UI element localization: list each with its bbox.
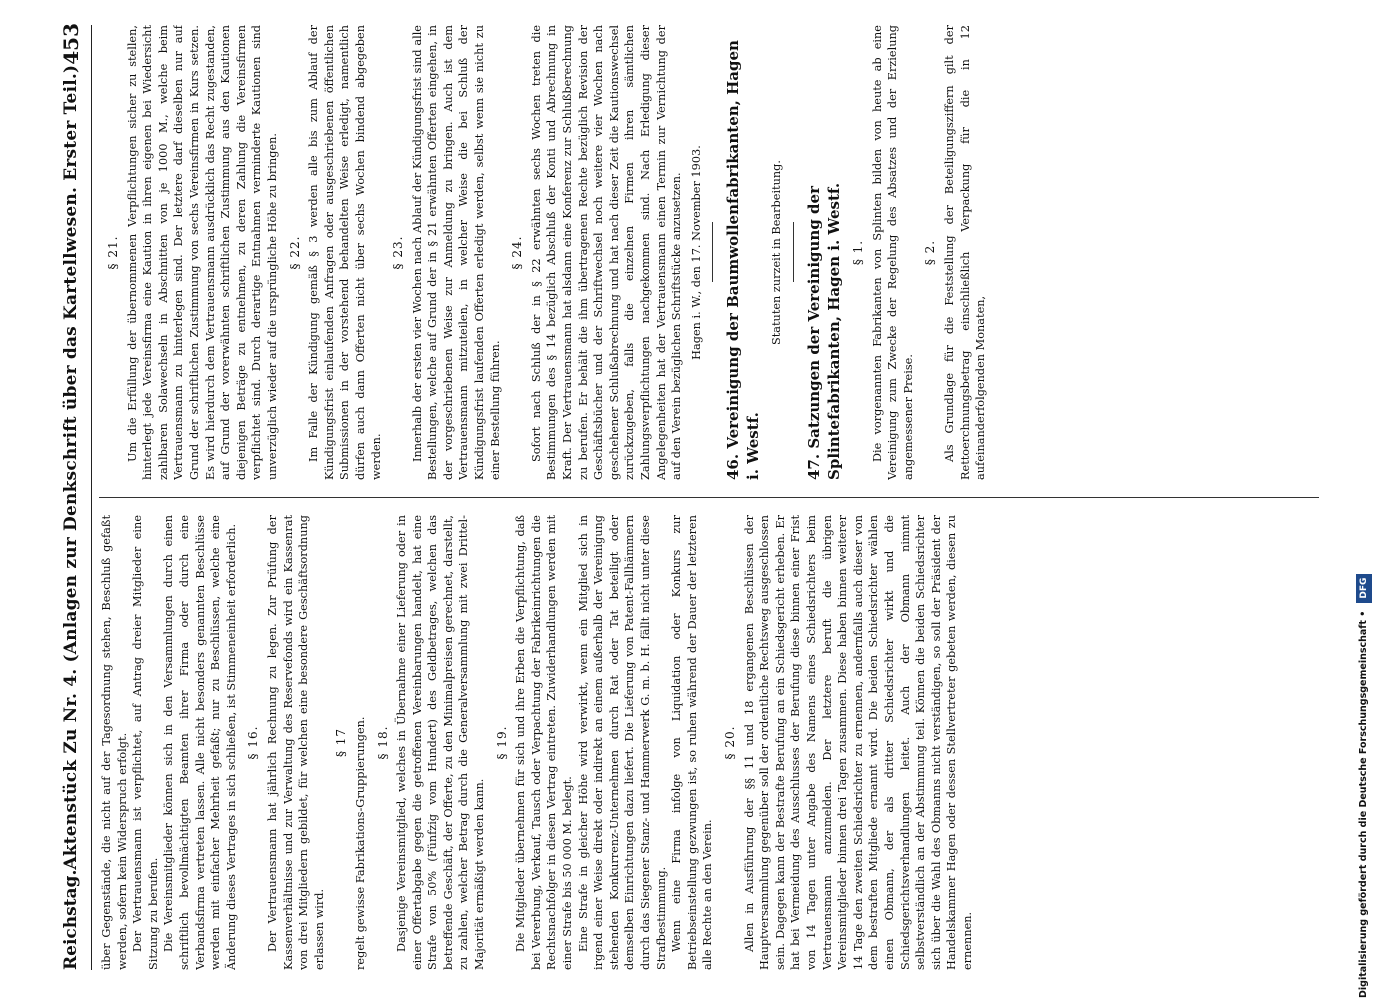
column-left bbox=[99, 515, 1319, 970]
paragraph: Allen in Ausführung der §§ 11 und 18 ergangenen Beschlüssen der Hauptversammlung gegenüber soll der ordentliche Rechtsweg ausgeschlossen sein. Dagegen kann der Bestrafte Berufung an ein Schiedsgericht erheben. Er hat bei Vermeidung des Ausschlusses der Berufung diese binnen einer Frist von 14 Tagen unter Angabe des Namens eines Schiedsrichters beim Vertrauensmann anzumelden. Der letztere beruft die übrigen Vereinsmitglieder binnen drei Tagen zusammen. Diese haben binnen weiterer 14 Tage den zweiten Schiedsrichter zu ernennen, andernfalls auch dieser von dem bestraften Mitgliede ernannt wird. Die beiden Schiedsrichter wählen einen Obmann, der als dritter Schiedsrichter wirkt und die Schiedsgerichtsverhandlungen leitet. Auch der Obmann nimmt selbstverständlich an der Abstimmung teil. Können die beiden Schiedsrichter sich über die Wahl des Obmanns nicht verständigen, so soll der Präsident der Handelskammer Hagen oder dessen Stellvertreter gebeten werden, diesen zu ernennen. bbox=[742, 515, 974, 970]
section-heading: § 1. bbox=[850, 239, 865, 266]
header-title: Aktenstück Zu Nr. 4. (Anlagen zur Denkschrift über das Kartellwesen. Erster Teil.) bbox=[61, 64, 81, 870]
signature-line: Hagen i. W., den 17. November 1903. bbox=[689, 145, 703, 360]
paragraph: Innerhalb der ersten vier Wochen nach Ablauf der Kündigungsfrist sind alle Bestellungen, welche auf Grund der in § 21 erwähnten Offerten eingehen, in der vorgeschriebenen Weise zur Anmeldung zu bringen. Auch ist dem Vertrauensmann mitzuteilen, in welcher Weise die bei Schluß der Kündigungsfrist laufenden Offerten erledigt werden, selbst wenn sie nicht zu einer Bestellung führen. bbox=[410, 25, 502, 480]
heading-47 bbox=[804, 25, 844, 480]
page-number: 453 bbox=[59, 23, 83, 65]
header-left: Reichstag. bbox=[61, 869, 81, 970]
heading-46 bbox=[723, 25, 763, 480]
section-heading: § 21. bbox=[106, 235, 120, 270]
paragraph: Die Mitglieder übernehmen für sich und ihre Erben die Verpflichtung, daß bei Vererbung, Verkauf, Tausch oder Verpachtung der Fabrikeinrichtungen die Rechtsnachfolger in diesen Vertrag eintreten. Zuwiderhandlungen werden mit einer Strafe bis 50 000 M. belegt. bbox=[514, 515, 575, 970]
heading-title: Satzungen der Vereinigung der Splintefabrikanten, Hagen i. Westf. bbox=[804, 182, 843, 480]
heading-title: Vereinigung der Baumwollenfabrikanten, Hagen i. Westf. bbox=[724, 40, 763, 480]
section-heading: § 20. bbox=[722, 725, 737, 760]
paragraph: Eine Strafe in gleicher Höhe wird verwirkt, wenn ein Mitglied sich in irgend einer Weise direkt oder indirekt an einem außerhalb der Vereinigung stehenden Konkurrenz-Unternehmen durch Rat oder Tat beteiligt oder demselben Einrichtungen dazu liefert. Die Lieferung von Patent-Fallhämmern durch das Siegener Stanz- und Hammerwerk G. m. b. H. fällt nicht unter diese Strafbestimmung. bbox=[576, 515, 668, 970]
paragraph: regelt gewisse Fabrikations-Gruppierungen. bbox=[353, 716, 367, 970]
paragraph: Sofort nach Schluß der in § 22 erwähnten sechs Wochen treten die Bestimmungen des § 14 bezüglich Abschluß der Konti und Abrechnung in Kraft. Der Vertrauensmann hat alsdann eine Konferenz zur Schlußberechnung zu berufen. Er behält die ihm übertragenen Rechte bezüglich Revision der Geschäftsbücher und der Schriftwechsel noch weitere vier Wochen nach geschehener Schlußabrechnung und hat nach dieser Zeit die Kautionswechsel zurückzugeben, falls die einzelnen Firmen ihren sämtlichen Zahlungsverpflichtungen nachgekommen sind. Nach Erledigung dieser Angelegenheiten hat der Vertrauensmann einen Termin zur Vernichtung der auf den Verein bezüglichen Schriftstücke anzusetzen. bbox=[529, 25, 684, 480]
heading-number: 47. bbox=[804, 453, 823, 480]
paragraph: Als Grundlage für die Feststellung der Beteiligungsziffern gilt der Rettoerchnungsbetrag einschließlich Verpackung für die in 12 aufeinanderfolgenden Monaten, bbox=[942, 25, 988, 480]
section-heading: § 24. bbox=[510, 235, 525, 270]
section-heading: § 22. bbox=[287, 235, 302, 270]
paragraph: Der Vertrauensmann hat jährlich Rechnung zu legen. Zur Prüfung der Kassenverhältnisse und zur Verwaltung des Reservefonds wird ein Kassenrat von drei Mitgliedern gebildet, für welchen eine besondere Geschäftsordnung erlassen wird. bbox=[265, 515, 326, 970]
paragraph: Die Vereinsmitglieder können sich in den Versammlungen durch einen schriftlich bevollmächtigten Beamten ihrer Firma oder durch eine Verbandsfirma vertreten lassen. Alle nicht besonders genannten Beschlüsse werden mit einfacher Mehrheit gefaßt; nur zu Beschlüssen, welche eine Änderung dieses Vertrages in sich schließen, ist Stimmeneinheit erforderlich. bbox=[162, 515, 238, 970]
paragraph: Um die Erfüllung der übernommenen Verpflichtungen sicher zu stellen, hinterlegt jede Vereinsfirma eine Kaution in ihren eigenen bei Wiedersicht zahlbaren Solawechseln in Abschnitten von je 1000 M., welche beim Vertrauensmann zu hinterlegen sind. Der letztere darf dieselben nur auf Grund der schriftlichen Zustimmung von sechs Vereinsfirmen in Kurs setzen. Es wird hierdurch dem Vertrauensmann ausdrücklich das Recht zugestanden, auf Grund der vorerwähnten schriftlichen Zustimmung aus den Kautionen diejenigen Beträge zu entnehmen, zu deren Zahlung die Vereinsfirmen verpflichtet sind. Durch derartige Entnahmen verminderte Kautionen sind unverzüglich wieder auf die ursprüngliche Höhe zu bringen. bbox=[125, 25, 279, 480]
section-heading: § 23. bbox=[391, 235, 406, 270]
paragraph: Im Falle der Kündigung gemäß § 3 werden alle bis zum Ablauf der Kündigungsfrist einlaufenden Anfragen oder ausgeschriebenen öffentlichen Submissionen in der vorstehend behandelten Weise erledigt, namentlich dürfen auch dann Offerten nicht über sechs Wochen bindend abgegeben werden. bbox=[307, 25, 383, 480]
section-heading: § 18. bbox=[375, 725, 390, 760]
paragraph: Die vorgenannten Fabrikanten von Splinten bilden von heute ab eine Vereinigung zum Zwecke der Regelung des Absatzes und der Erzielung angemessener Preise. bbox=[870, 25, 915, 480]
paragraph: Dasjenige Vereinsmitglied, welches in Übernahme einer Lieferung oder in einer Offertabgabe gegen die getroffenen Vereinbarungen handelt, hat eine Strafe von 50% (Fünfzig vom Hundert) des Geldbetrages, welchen das betreffende Geschäft, der Offerte, zu den Minimalpreisen gerechnet, darstellt, zu zahlen, welcher Betrag durch die Generalversammlung mit zwei Drittel-Majorität ermäßigt werden kann. bbox=[395, 515, 487, 970]
note: Statuten zurzeit in Bearbeitung. bbox=[770, 160, 784, 345]
rotated-page bbox=[41, 0, 1341, 1000]
columns bbox=[99, 25, 1319, 970]
dfg-logo: DFG bbox=[1356, 574, 1372, 603]
section-heading: § 17 bbox=[334, 727, 349, 758]
paragraph: Der Vertrauensmann ist verpflichtet, auf Antrag dreier Mitglieder eine Sitzung zu berufen. bbox=[131, 515, 160, 970]
digitization-note-text bbox=[1353, 8, 1375, 998]
section-heading: § 16. bbox=[246, 725, 261, 760]
heading-number: 46. bbox=[724, 453, 743, 480]
paragraph: Wenn eine Firma infolge von Liquidation oder Konkurs zur Betriebseinstellung gezwungen ist, so ruhen während der Dauer der letzteren alle Rechte an den Verein. bbox=[670, 515, 715, 970]
column-right bbox=[99, 25, 1319, 480]
divider-rule bbox=[793, 223, 794, 283]
section-heading: § 2. bbox=[923, 239, 938, 266]
paragraph: über Gegenstände, die nicht auf der Tagesordnung stehen, Beschluß gefaßt werden, sofern kein Widerspruch erfolgt. bbox=[100, 515, 129, 970]
column-divider bbox=[99, 497, 1319, 498]
divider-rule bbox=[712, 223, 713, 283]
digitization-note bbox=[1353, 8, 1375, 998]
page-header bbox=[51, 25, 92, 970]
note-text: Digitalisierung gefördert durch die Deutsche Forschungsgemeinschaft • bbox=[1358, 610, 1369, 998]
section-heading: § 19. bbox=[494, 725, 509, 760]
